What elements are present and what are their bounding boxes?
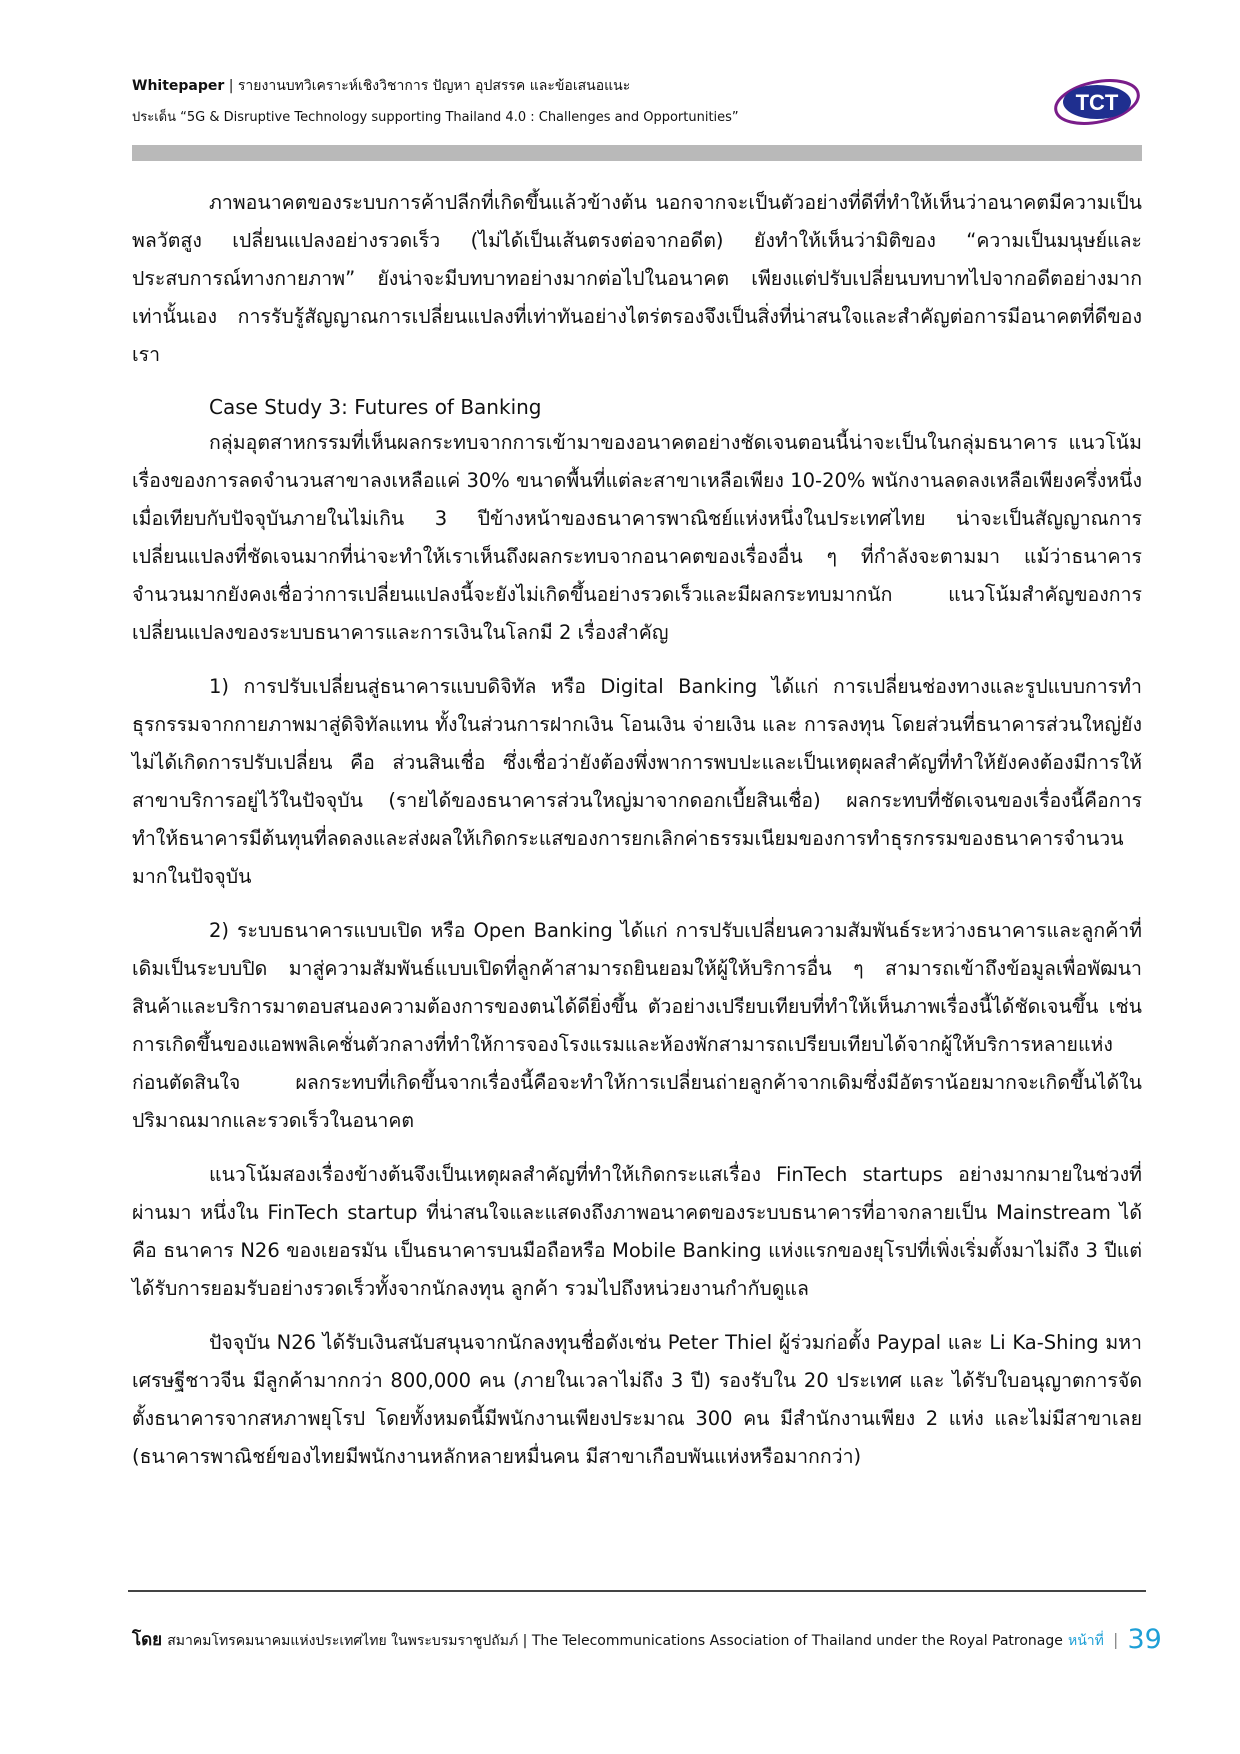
page-footer — [132, 1624, 1162, 1660]
doc-type-label: Whitepaper — [132, 78, 225, 94]
intro-paragraph: ภาพอนาคตของระบบการค้าปลีกที่เกิดขึ้นแล้วข้างต้น นอกจากจะเป็นตัวอย่างที่ดีที่ทำให้เห็นว่าอนาคตมีความเป็นพลวัตสูง เปลี่ยนแปลงอย่างรวดเร็ว (ไม่ได้เป็นเส้นตรงต่อจากอดีต) ยังทำให้เห็นว่ามิติของ “ความเป็นมนุษย์และประสบการณ์ทางกายภาพ” ยังน่าจะมีบทบาทอย่างมากต่อไปในอนาคต เพียงแต่ปรับเปลี่ยนบทบาทไปจากอดีตอย่างมากเท่านั้นเอง การรับรู้สัญญาณการเปลี่ยนแปลงที่เท่าทันอย่างไตร่ตรองจึงเป็นสิ่งที่น่าสนใจและสำคัญต่อการมีอนาคตที่ดีของเรา — [132, 191, 1142, 366]
digital-banking-paragraph: 1) การปรับเปลี่ยนสู่ธนาคารแบบดิจิทัล หรือ Digital Banking ได้แก่ การเปลี่ยนช่องทางและรูปแบบการทำธุรกรรมจากกายภาพมาสู่ดิจิทัลแทน ทั้งในส่วนการฝากเงิน โอนเงิน จ่ายเงิน และ การลงทุน โดยส่วนที่ธนาคารส่วนใหญ่ยังไม่ได้เกิดการปรับเปลี่ยน คือ ส่วนสินเชื่อ ซึ่งเชื่อว่ายังต้องพึ่งพาการพบปะและเป็นเหตุผลสำคัญที่ทำให้ยังคงต้องมีการให้สาขาบริการอยู่ไว้ในปัจจุบัน (รายได้ของธนาคารส่วนใหญ่มาจากดอกเบี้ยสินเชื่อ) ผลกระทบที่ชัดเจนของเรื่องนี้คือการทำให้ธนาคารมีต้นทุนที่ลดลงและส่งผลให้เกิดกระแสของการยกเลิกค่าธรรมเนียมของการทำธุรกรรมของธนาคารจำนวนมากในปัจจุบัน — [132, 675, 1142, 888]
footer-separator: | — [1112, 1630, 1119, 1649]
footer-rule — [128, 1590, 1146, 1592]
issue-title: ประเด็น “5G & Disruptive Technology supporting Thailand 4.0 : Challenges and Opportunities” — [132, 110, 739, 125]
banking-paragraph-1: กลุ่มอุตสาหกรรมที่เห็นผลกระทบจากการเข้ามาของอนาคตอย่างชัดเจนตอนนี้น่าจะเป็นในกลุ่มธนาคาร แนวโน้มเรื่องของการลดจำนวนสาขาลงเหลือแค่ 30% ขนาดพื้นที่แต่ละสาขาเหลือเพียง 10-20% พนักงานลดลงเหลือเพียงครึ่งหนึ่ง เมื่อเทียบกับปัจจุบันภายในไม่เกิน 3 ปีข้างหน้าของธนาคารพาณิชย์แห่งหนึ่งในประเทศไทย น่าจะเป็นสัญญาณการเปลี่ยนแปลงที่ชัดเจนมากที่น่าจะทำให้เราเห็นถึงผลกระทบจากอนาคตของเรื่องอื่น ๆ ที่กำลังจะตามมา แม้ว่าธนาคารจำนวนมากยังคงเชื่อว่าการเปลี่ยนแปลงนี้จะยังไม่เกิดขึ้นอย่างรวดเร็วและมีผลกระทบมากนัก แนวโน้มสำคัญของการเปลี่ยนแปลงของระบบธนาคารและการเงินในโลกมี 2 เรื่องสำคัญ — [132, 431, 1142, 644]
page-label: หน้าที่ — [1067, 1633, 1104, 1649]
footer-organization: สมาคมโทรคมนาคมแห่งประเทศไทย ในพระบรมราชูปถัมภ์ | The Telecommunications Association of Thailand under the Royal Patronage — [167, 1633, 1063, 1649]
fintech-paragraph: แนวโน้มสองเรื่องข้างต้นจึงเป็นเหตุผลสำคัญที่ทำให้เกิดกระแสเรื่อง FinTech startups อย่างมากมายในช่วงที่ผ่านมา หนึ่งใน FinTech startup ที่น่าสนใจและแสดงถึงภาพอนาคตของระบบธนาคารที่อาจกลายเป็น Mainstream ได้คือ ธนาคาร N26 ของเยอรมัน เป็นธนาคารบนมือถือหรือ Mobile Banking แห่งแรกของยุโรปที่เพิ่งเริ่มตั้งมาไม่ถึง 3 ปีแต่ได้รับการยอมรับอย่างรวดเร็วทั้งจากนักลงทุน ลูกค้า รวมไปถึงหน่วยงานกำกับดูแล — [132, 1163, 1142, 1300]
page-body — [132, 184, 1142, 1492]
header-bar — [132, 145, 1142, 161]
footer-by: โดย — [132, 1630, 163, 1650]
header-title-line — [132, 76, 1032, 96]
logo-text: TCT — [1075, 90, 1119, 115]
tct-logo — [1052, 74, 1142, 130]
doc-subtitle: | รายงานบทวิเคราะห์เชิงวิชาการ ปัญหา อุปสรรค และข้อเสนอแนะ — [228, 78, 631, 94]
open-banking-paragraph: 2) ระบบธนาคารแบบเปิด หรือ Open Banking ได้แก่ การปรับเปลี่ยนความสัมพันธ์ระหว่างธนาคารและลูกค้าที่เดิมเป็นระบบปิด มาสู่ความสัมพันธ์แบบเปิดที่ลูกค้าสามารถยินยอมให้ผู้ให้บริการอื่น ๆ สามารถเข้าถึงข้อมูลเพื่อพัฒนาสินค้าและบริการมาตอบสนองความต้องการของตนได้ดียิ่งขึ้น ตัวอย่างเปรียบเทียบที่ทำให้เห็นภาพเรื่องนี้ได้ชัดเจนขึ้น เช่น การเกิดขึ้นของแอพพลิเคชั่นตัวกลางที่ทำให้การจองโรงแรมและห้องพักสามารถเปรียบเทียบได้จากผู้ให้บริการหลายแห่งก่อนตัดสินใจ ผลกระทบที่เกิดขึ้นจากเรื่องนี้คือจะทำให้การเปลี่ยนถ่ายลูกค้าจากเดิมซึ่งมีอัตราน้อยมากจะเกิดขึ้นได้ในปริมาณมากและรวดเร็วในอนาคต — [132, 919, 1142, 1132]
page-header — [132, 76, 1032, 128]
n26-paragraph: ปัจจุบัน N26 ได้รับเงินสนับสนุนจากนักลงทุนชื่อดังเช่น Peter Thiel ผู้ร่วมก่อตั้ง Paypal และ Li Ka-Shing มหาเศรษฐีชาวจีน มีลูกค้ามากกว่า 800,000 คน (ภายในเวลาไม่ถึง 3 ปี) รองรับใน 20 ประเทศ และ ได้รับใบอนุญาตการจัดตั้งธนาคารจากสหภาพยุโรป โดยทั้งหมดนี้มีพนักงานเพียงประมาณ 300 คน มีสำนักงานเพียง 2 แห่ง และไม่มีสาขาเลย (ธนาคารพาณิชย์ของไทยมีพนักงานหลักหลายหมื่นคน มีสาขาเกือบพันแห่งหรือมากกว่า) — [132, 1331, 1142, 1468]
case-study-heading: Case Study 3: Futures of Banking — [209, 395, 542, 419]
page-number: 39 — [1127, 1624, 1162, 1655]
